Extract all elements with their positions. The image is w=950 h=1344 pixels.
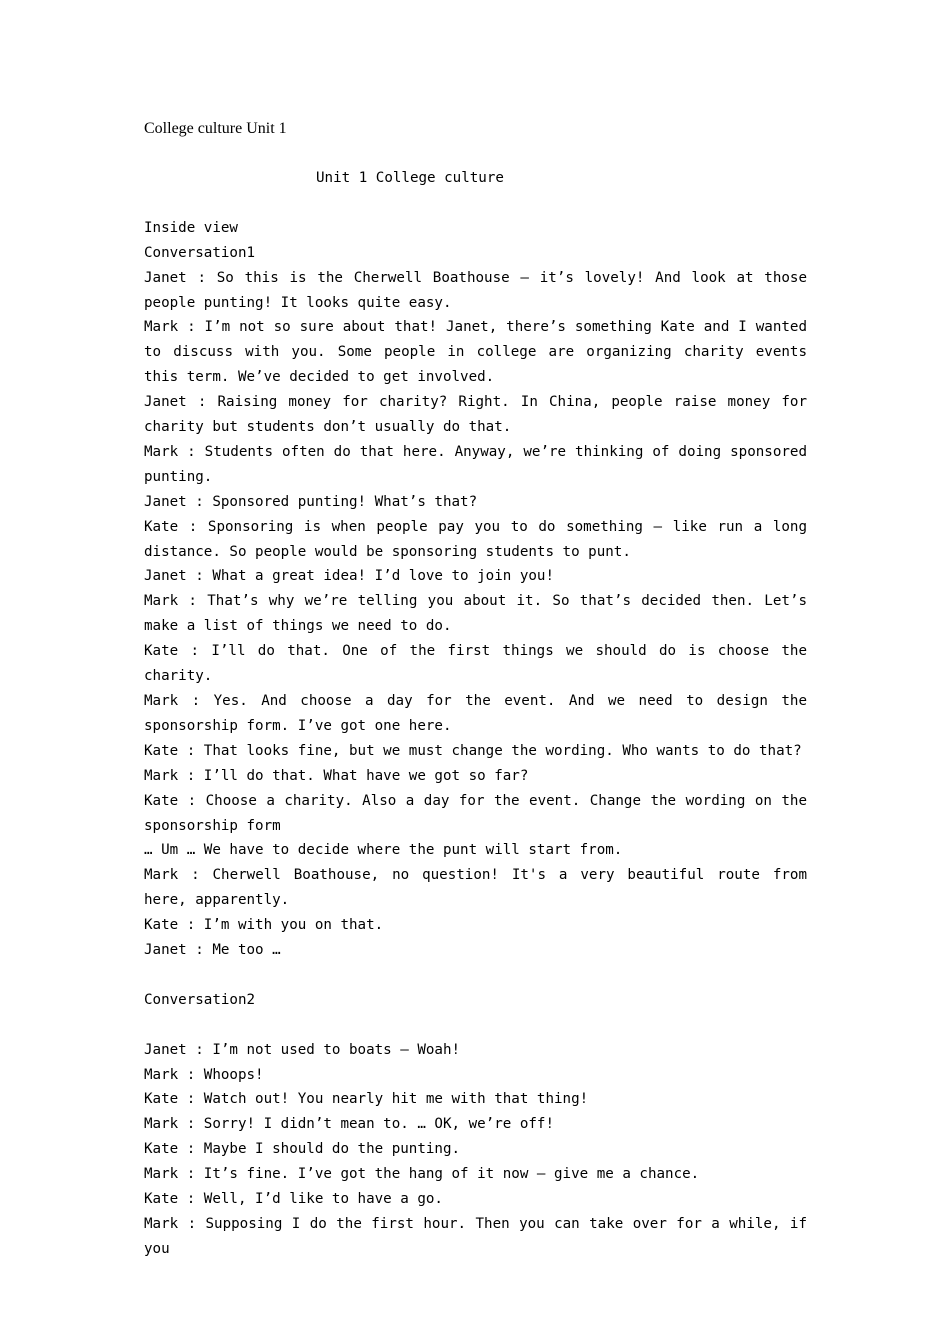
dialogue-line: Mark : Sorry! I didn’t mean to. … OK, we’re off! <box>144 1116 554 1133</box>
blank-line <box>144 191 807 216</box>
dialogue-line: Mark : Students often do that here. Anyway, we’re thinking of doing sponsored punting. <box>144 443 807 485</box>
unit-title: Unit 1 College culture <box>316 170 504 186</box>
dialogue-line: Kate : That looks fine, but we must change the wording. Who wants to do that? <box>144 742 802 759</box>
dialogue-line: Kate : Watch out! You nearly hit me with that thing! <box>144 1091 589 1108</box>
dialogue-line: Janet : What a great idea! I’d love to join you! <box>144 568 554 585</box>
dialogue-line: Kate : Well, I’d like to have a go. <box>144 1191 443 1208</box>
conversation2-heading: Conversation2 <box>144 991 256 1008</box>
dialogue-line: Janet : Me too … <box>144 942 281 959</box>
dialogue-line: Mark : It’s fine. I’ve got the hang of it now – give me a chance. <box>144 1166 700 1183</box>
dialogue-line: Kate : I’m with you on that. <box>144 917 384 934</box>
dialogue-line: Mark : Whoops! <box>144 1066 264 1083</box>
dialogue-line: Kate : Sponsoring is when people pay you to do something – like run a long distance. So people would be sponsoring students to punt. <box>144 518 807 560</box>
dialogue-line: Mark : Yes. And choose a day for the event. And we need to design the sponsorship form. I’ve got one here. <box>144 693 807 734</box>
section-title: Inside view <box>144 219 238 236</box>
dialogue-line: Mark : I’m not so sure about that! Janet, there’s something Kate and I wanted to discuss with you. Some people in college are organizing charity events this term. We’ve decided to get involved. <box>144 319 807 386</box>
dialogue-line: Mark : I’ll do that. What have we got so far? <box>144 767 529 784</box>
document-body <box>144 166 807 1262</box>
dialogue-line: … Um … We have to decide where the punt will start from. <box>144 842 623 859</box>
dialogue-line: Janet : Raising money for charity? Right. In China, people raise money for charity but students don’t usually do that. <box>144 394 807 436</box>
page-header-text: College culture Unit 1 <box>144 120 287 137</box>
dialogue-line: Kate : I’ll do that. One of the first things we should do is choose the charity. <box>144 643 807 685</box>
blank-line <box>144 963 807 988</box>
dialogue-line: Mark : That’s why we’re telling you about it. So that’s decided then. Let’s make a list of things we need to do. <box>144 593 807 635</box>
dialogue-line: Janet : Sponsored punting! What’s that? <box>144 493 478 510</box>
dialogue-line: Kate : Choose a charity. Also a day for the event. Change the wording on the sponsorship form <box>144 792 807 834</box>
dialogue-line: Mark : Cherwell Boathouse, no question! It's a very beautiful route from here, apparently. <box>144 867 807 909</box>
dialogue-line: Mark : Supposing I do the first hour. Then you can take over for a while, if you <box>144 1216 807 1257</box>
dialogue-line: Janet : So this is the Cherwell Boathouse – it’s lovely! And look at those people punting! It looks quite easy. <box>144 269 807 311</box>
dialogue-line: Janet : I’m not used to boats – Woah! <box>144 1041 461 1058</box>
blank-line <box>144 1013 807 1038</box>
conversation1-lines <box>144 266 807 963</box>
conversation1-heading: Conversation1 <box>144 244 256 261</box>
dialogue-line: Kate : Maybe I should do the punting. <box>144 1141 461 1158</box>
conversation2-lines <box>144 1038 807 1262</box>
